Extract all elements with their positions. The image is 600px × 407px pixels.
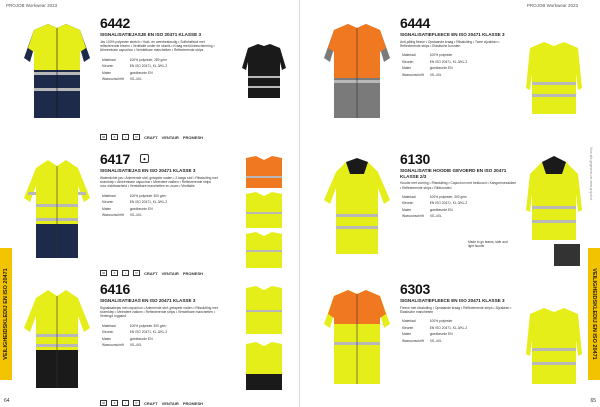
product-description: Hoodie met voering • Ritssluiting • Capuchon met trekkoord • Kangoeroezakken • Reflecterende strips • Ribboorden	[400, 181, 517, 190]
iron-icon: •	[122, 134, 129, 140]
product-title: SIGNALISATIEJAS EN ISO 20471 KLASSE 3	[100, 168, 196, 173]
product-description: Fleece met ritssluiting • Opstaande kraag • Reflecterende strips • Zijzakken • Elastische manchetten	[400, 305, 512, 314]
product-description: Signalisatiejas met capuchon • Ademende stof, getapete naden • Ritssluiting met stormklep • Meerdere zakken • Reflecterende strips • Verstelbare manchetten • Verlengd rugpand	[100, 305, 218, 319]
jacket-image-main	[14, 18, 100, 128]
iron-icon: •	[122, 400, 129, 406]
promesh-logo: PROMESH	[182, 134, 204, 140]
spec-table: Materiaal 100% polyester Kleuren EN ISO 20471, KL.3/KL.2 Maten goedkeurde EN Wasvoorschrift XS–4XL	[402, 319, 468, 343]
product-description: Jas 100% polyester stretch • Huid- en weerbestendig • Softshellstof met reflecterende biezen • Ventilatie onder de oksels • Kraag met kinbescherming • Afneembare capuchon • Verstelbare manchetten • Reflecterende strips	[100, 39, 215, 53]
category-sidebar: VEILIGHEIDSKLEDIJ EN ISO 20471	[588, 248, 600, 380]
product-title: SIGNALISATIEJASJE EN ISO 20471 KLASSE 3	[100, 32, 202, 37]
product-number: 6130	[400, 151, 430, 167]
jacket-image-main	[14, 284, 100, 394]
product-6130	[314, 148, 584, 276]
fleece-image-main	[314, 284, 400, 394]
inset-caption: Made to go teams, safe and light hoodie	[468, 240, 508, 248]
no-bleach-icon: ✕	[111, 270, 118, 276]
jacket-image-back	[234, 18, 294, 134]
product-title: SIGNALISATIEFLEECE EN ISO 20471 KLASSE 3	[400, 32, 505, 37]
ventair-logo: VENTAIR	[161, 270, 179, 276]
fleece-image-large	[524, 18, 584, 134]
product-description: Anti-pilling fleece • Opstaande kraag • Ritssluiting • Twee zijzakken • Reflecterende strips • Elastische boorden	[400, 39, 500, 48]
wash-icon: 40	[101, 271, 106, 275]
wash-icon: 40	[101, 135, 106, 139]
dryclean-icon: P	[133, 134, 140, 140]
right-page	[300, 0, 600, 407]
craft-logo: CRAFT	[144, 400, 158, 406]
product-6417	[14, 148, 294, 276]
product-6416	[14, 278, 294, 406]
category-sidebar: VEILIGHEIDSKLEDIJ EN ISO 20471	[0, 248, 12, 380]
ventair-logo: VENTAIR	[161, 134, 179, 140]
product-6442	[14, 12, 294, 140]
promesh-logo: PROMESH	[182, 400, 204, 406]
product-number: 6442	[100, 15, 130, 31]
product-number: 6417	[100, 151, 130, 167]
running-head: PROJOB Workwear 2023	[6, 3, 58, 8]
wash-icon: 40	[101, 401, 106, 405]
ventair-logo: VENTAIR	[161, 400, 179, 406]
jacket-color-variants	[234, 284, 294, 400]
product-title: SIGNALISATIEJAS EN ISO 20471 KLASSE 3	[100, 298, 196, 303]
product-title: SIGNALISATIE HOODIE GEVOERD EN ISO 20471 KLASSE 2/3	[400, 168, 507, 179]
side-note: Voor alle gegevens zie www.projob.nl	[589, 147, 593, 200]
dryclean-icon: P	[133, 400, 140, 406]
jacket-color-variants	[234, 154, 294, 270]
fleece-image-large	[524, 284, 584, 400]
promesh-logo: PROMESH	[182, 270, 204, 276]
product-6303	[314, 278, 584, 406]
fleece-image-main	[314, 18, 400, 128]
product-6444	[314, 12, 584, 140]
iron-icon: •	[122, 270, 129, 276]
jacket-image-main	[14, 154, 100, 264]
page-number: 64	[4, 398, 10, 404]
running-head: PROJOB Workwear 2023	[526, 3, 578, 8]
product-description: Waterdichte jas • Ademende stof, getapete naden • 2-laags stof • Ritssluiting met stormklep • Afneembare capuchon • Meerdere zakken • Reflecterende strips voor zichtbaarheid • Verstelbare manchetten en zoom • Ventilatie	[100, 175, 218, 189]
spec-table: Materiaal 100% polyester 300 g/m² Kleuren EN ISO 20471, KL.3/KL.2 Maten goedkeurde EN Wasvoorschrift XS–4XL	[102, 323, 168, 348]
page-number: 65	[590, 398, 596, 404]
spec-table: Materiaal 100% polyester 300 g/m² Kleuren EN ISO 20471, KL.3/KL.2 Maten goedkeurde EN Wasvoorschrift XS–4XL	[102, 193, 168, 218]
hoodie-image-main	[314, 154, 400, 264]
product-title: SIGNALISATIEFLEECE EN ISO 20471 KLASSE 3	[400, 298, 505, 303]
care-icons	[100, 400, 203, 406]
hoodie-image-large	[524, 154, 584, 270]
spec-table: Materiaal 100% polyester Kleuren EN ISO 20471, KL.3/KL.2 Maten goedkeurde EN Wasvoorschrift XS–4XL	[402, 53, 468, 77]
no-bleach-icon: ✕	[111, 134, 118, 140]
spec-table: Materiaal 100% polyester, 300 g/m² Kleuren EN ISO 20471, KL.3/KL.2 Maten goedkeurde EN Wasvoorschrift XS–4XL	[402, 195, 468, 219]
care-icons	[100, 270, 203, 276]
product-number: 6416	[100, 281, 130, 297]
product-number: 6303	[400, 281, 430, 297]
craft-logo: CRAFT	[144, 270, 158, 276]
craft-logo: CRAFT	[144, 134, 158, 140]
care-icons	[100, 134, 203, 140]
no-bleach-icon: ✕	[111, 400, 118, 406]
class-logo-icon: ◆	[140, 154, 149, 163]
product-number: 6444	[400, 15, 430, 31]
spec-table: Materiaal 100% polyester, 280 g/m² Kleuren EN ISO 20471, KL.3/KL.2 Maten goedkeurde EN Wasvoorschrift XS–4XL	[102, 57, 168, 82]
dryclean-icon: P	[133, 270, 140, 276]
